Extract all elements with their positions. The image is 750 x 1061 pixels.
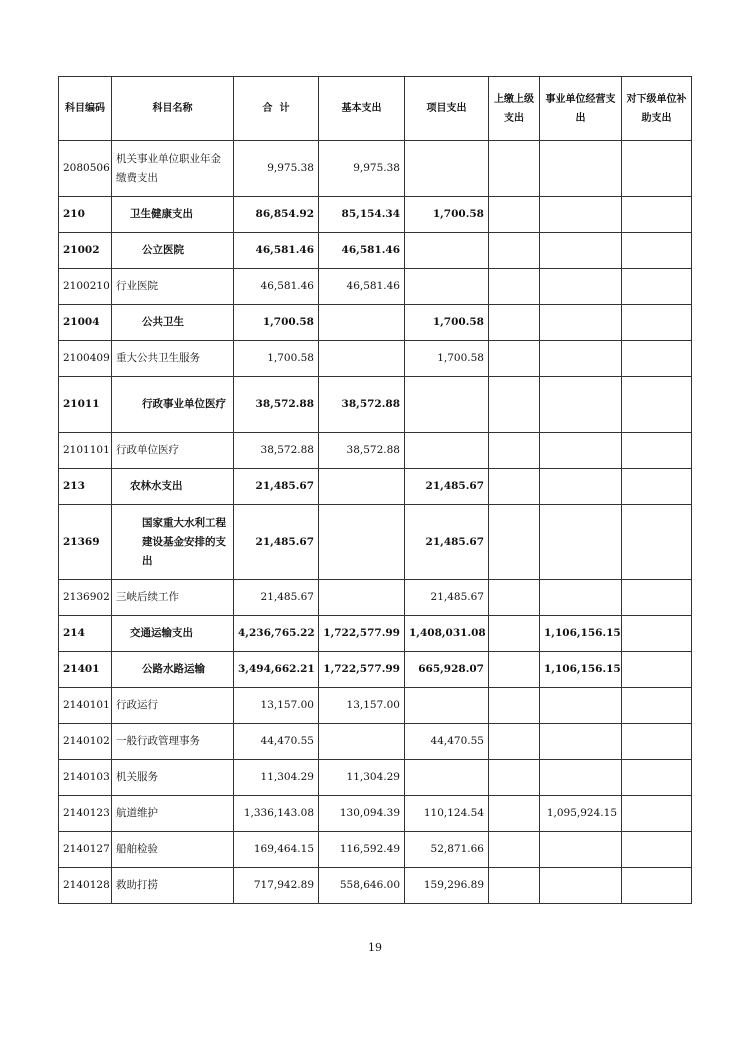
row-total: 38,572.88 [234, 377, 319, 433]
table-row [59, 724, 692, 760]
row-name: 行政事业单位医疗 [112, 377, 234, 433]
row-name: 农林水支出 [112, 469, 234, 505]
row-project [405, 688, 489, 724]
row-upper [489, 868, 540, 904]
row-basic: 130,094.39 [319, 796, 405, 832]
row-upper [489, 505, 540, 580]
row-basic: 46,581.46 [319, 269, 405, 305]
header-total: 合 计 [234, 77, 319, 141]
row-business: 1,106,156.15 [540, 652, 622, 688]
row-name: 公立医院 [112, 233, 234, 269]
row-project: 44,470.55 [405, 724, 489, 760]
header-name: 科目名称 [112, 77, 234, 141]
row-total: 3,494,662.21 [234, 652, 319, 688]
row-business [540, 141, 622, 197]
row-upper [489, 341, 540, 377]
row-code: 21004 [59, 305, 112, 341]
header-upper: 上缴上级支出 [489, 77, 540, 141]
row-total: 21,485.67 [234, 505, 319, 580]
row-basic [319, 469, 405, 505]
table-row [59, 305, 692, 341]
row-code: 2136902 [59, 580, 112, 616]
row-code: 210 [59, 197, 112, 233]
table-row [59, 688, 692, 724]
row-upper [489, 832, 540, 868]
row-name: 重大公共卫生服务 [112, 341, 234, 377]
row-upper [489, 724, 540, 760]
row-subsidy [622, 433, 692, 469]
row-upper [489, 305, 540, 341]
row-total: 717,942.89 [234, 868, 319, 904]
row-business [540, 269, 622, 305]
row-upper [489, 269, 540, 305]
row-code: 2101101 [59, 433, 112, 469]
table-row [59, 868, 692, 904]
row-total: 44,470.55 [234, 724, 319, 760]
row-code: 2140101 [59, 688, 112, 724]
row-project [405, 377, 489, 433]
row-business: 1,095,924.15 [540, 796, 622, 832]
row-business [540, 760, 622, 796]
row-code: 214 [59, 616, 112, 652]
row-subsidy [622, 796, 692, 832]
page-number: 19 [368, 941, 382, 954]
row-total: 86,854.92 [234, 197, 319, 233]
row-basic: 558,646.00 [319, 868, 405, 904]
row-business: 1,106,156.15 [540, 616, 622, 652]
table-row [59, 269, 692, 305]
row-upper [489, 688, 540, 724]
row-subsidy [622, 269, 692, 305]
row-project: 21,485.67 [405, 505, 489, 580]
row-code: 213 [59, 469, 112, 505]
row-basic: 11,304.29 [319, 760, 405, 796]
row-subsidy [622, 832, 692, 868]
row-name: 机关事业单位职业年金缴费支出 [112, 141, 234, 197]
row-name: 行业医院 [112, 269, 234, 305]
row-total: 46,581.46 [234, 269, 319, 305]
row-name: 机关服务 [112, 760, 234, 796]
row-basic [319, 305, 405, 341]
row-subsidy [622, 197, 692, 233]
row-name: 公共卫生 [112, 305, 234, 341]
row-project: 1,700.58 [405, 305, 489, 341]
row-total: 38,572.88 [234, 433, 319, 469]
table-row [59, 580, 692, 616]
row-subsidy [622, 141, 692, 197]
row-total: 169,464.15 [234, 832, 319, 868]
row-code: 2100409 [59, 341, 112, 377]
row-subsidy [622, 868, 692, 904]
row-business [540, 341, 622, 377]
table-row [59, 796, 692, 832]
table-row [59, 233, 692, 269]
row-name: 航道维护 [112, 796, 234, 832]
row-name: 卫生健康支出 [112, 197, 234, 233]
header-project: 项目支出 [405, 77, 489, 141]
table-row [59, 652, 692, 688]
row-subsidy [622, 580, 692, 616]
row-project [405, 269, 489, 305]
row-subsidy [622, 341, 692, 377]
header-code: 科目编码 [59, 77, 112, 141]
row-code: 2100210 [59, 269, 112, 305]
row-code: 2140103 [59, 760, 112, 796]
row-total: 9,975.38 [234, 141, 319, 197]
table-row [59, 141, 692, 197]
row-subsidy [622, 305, 692, 341]
row-name: 公路水路运输 [112, 652, 234, 688]
row-business [540, 832, 622, 868]
table-row [59, 341, 692, 377]
row-business [540, 505, 622, 580]
row-project [405, 233, 489, 269]
row-code: 21401 [59, 652, 112, 688]
row-name: 交通运输支出 [112, 616, 234, 652]
row-code: 21369 [59, 505, 112, 580]
row-subsidy [622, 377, 692, 433]
row-business [540, 724, 622, 760]
row-total: 1,700.58 [234, 341, 319, 377]
row-name: 救助打捞 [112, 868, 234, 904]
row-business [540, 197, 622, 233]
row-total: 11,304.29 [234, 760, 319, 796]
row-project: 110,124.54 [405, 796, 489, 832]
row-project: 1,700.58 [405, 341, 489, 377]
row-upper [489, 796, 540, 832]
row-code: 21011 [59, 377, 112, 433]
row-name: 国家重大水利工程建设基金安排的支出 [112, 505, 234, 580]
row-project [405, 141, 489, 197]
row-basic [319, 505, 405, 580]
row-business [540, 688, 622, 724]
row-project: 1,408,031.08 [405, 616, 489, 652]
row-project: 52,871.66 [405, 832, 489, 868]
row-project: 665,928.07 [405, 652, 489, 688]
row-code: 2140127 [59, 832, 112, 868]
row-upper [489, 469, 540, 505]
row-subsidy [622, 760, 692, 796]
row-subsidy [622, 469, 692, 505]
row-basic [319, 580, 405, 616]
table-row [59, 469, 692, 505]
row-code: 2140123 [59, 796, 112, 832]
row-basic: 1,722,577.99 [319, 652, 405, 688]
table-row [59, 433, 692, 469]
row-name: 三峡后续工作 [112, 580, 234, 616]
row-basic: 38,572.88 [319, 377, 405, 433]
row-project: 159,296.89 [405, 868, 489, 904]
row-basic: 116,592.49 [319, 832, 405, 868]
row-project: 21,485.67 [405, 469, 489, 505]
row-basic: 13,157.00 [319, 688, 405, 724]
header-basic: 基本支出 [319, 77, 405, 141]
table-row [59, 197, 692, 233]
row-upper [489, 616, 540, 652]
row-total: 13,157.00 [234, 688, 319, 724]
row-code: 2140102 [59, 724, 112, 760]
row-basic [319, 341, 405, 377]
row-basic: 1,722,577.99 [319, 616, 405, 652]
row-business [540, 469, 622, 505]
row-basic: 85,154.34 [319, 197, 405, 233]
row-business [540, 868, 622, 904]
row-business [540, 233, 622, 269]
row-business [540, 580, 622, 616]
row-business [540, 377, 622, 433]
row-upper [489, 141, 540, 197]
table-body [59, 141, 692, 904]
row-subsidy [622, 652, 692, 688]
row-business [540, 305, 622, 341]
row-basic: 46,581.46 [319, 233, 405, 269]
row-code: 2080506 [59, 141, 112, 197]
row-upper [489, 377, 540, 433]
row-upper [489, 580, 540, 616]
row-subsidy [622, 616, 692, 652]
row-project [405, 433, 489, 469]
table-row [59, 832, 692, 868]
row-total: 1,700.58 [234, 305, 319, 341]
expenditure-table [58, 76, 692, 904]
table-row [59, 616, 692, 652]
row-total: 46,581.46 [234, 233, 319, 269]
row-name: 船舶检验 [112, 832, 234, 868]
row-subsidy [622, 724, 692, 760]
row-basic: 38,572.88 [319, 433, 405, 469]
table-row [59, 760, 692, 796]
row-code: 2140128 [59, 868, 112, 904]
row-total: 1,336,143.08 [234, 796, 319, 832]
row-upper [489, 433, 540, 469]
table-header-row [59, 77, 692, 141]
row-project [405, 760, 489, 796]
row-project: 1,700.58 [405, 197, 489, 233]
row-subsidy [622, 233, 692, 269]
table-row [59, 505, 692, 580]
row-upper [489, 233, 540, 269]
header-business: 事业单位经营支出 [540, 77, 622, 141]
row-business [540, 433, 622, 469]
row-subsidy [622, 688, 692, 724]
header-subsidy: 对下级单位补助支出 [622, 77, 692, 141]
row-total: 21,485.67 [234, 469, 319, 505]
row-upper [489, 652, 540, 688]
row-name: 行政单位医疗 [112, 433, 234, 469]
table-row [59, 377, 692, 433]
row-basic [319, 724, 405, 760]
row-total: 21,485.67 [234, 580, 319, 616]
row-upper [489, 760, 540, 796]
row-total: 4,236,765.22 [234, 616, 319, 652]
row-code: 21002 [59, 233, 112, 269]
row-project: 21,485.67 [405, 580, 489, 616]
row-name: 一般行政管理事务 [112, 724, 234, 760]
row-basic: 9,975.38 [319, 141, 405, 197]
row-subsidy [622, 505, 692, 580]
row-upper [489, 197, 540, 233]
row-name: 行政运行 [112, 688, 234, 724]
